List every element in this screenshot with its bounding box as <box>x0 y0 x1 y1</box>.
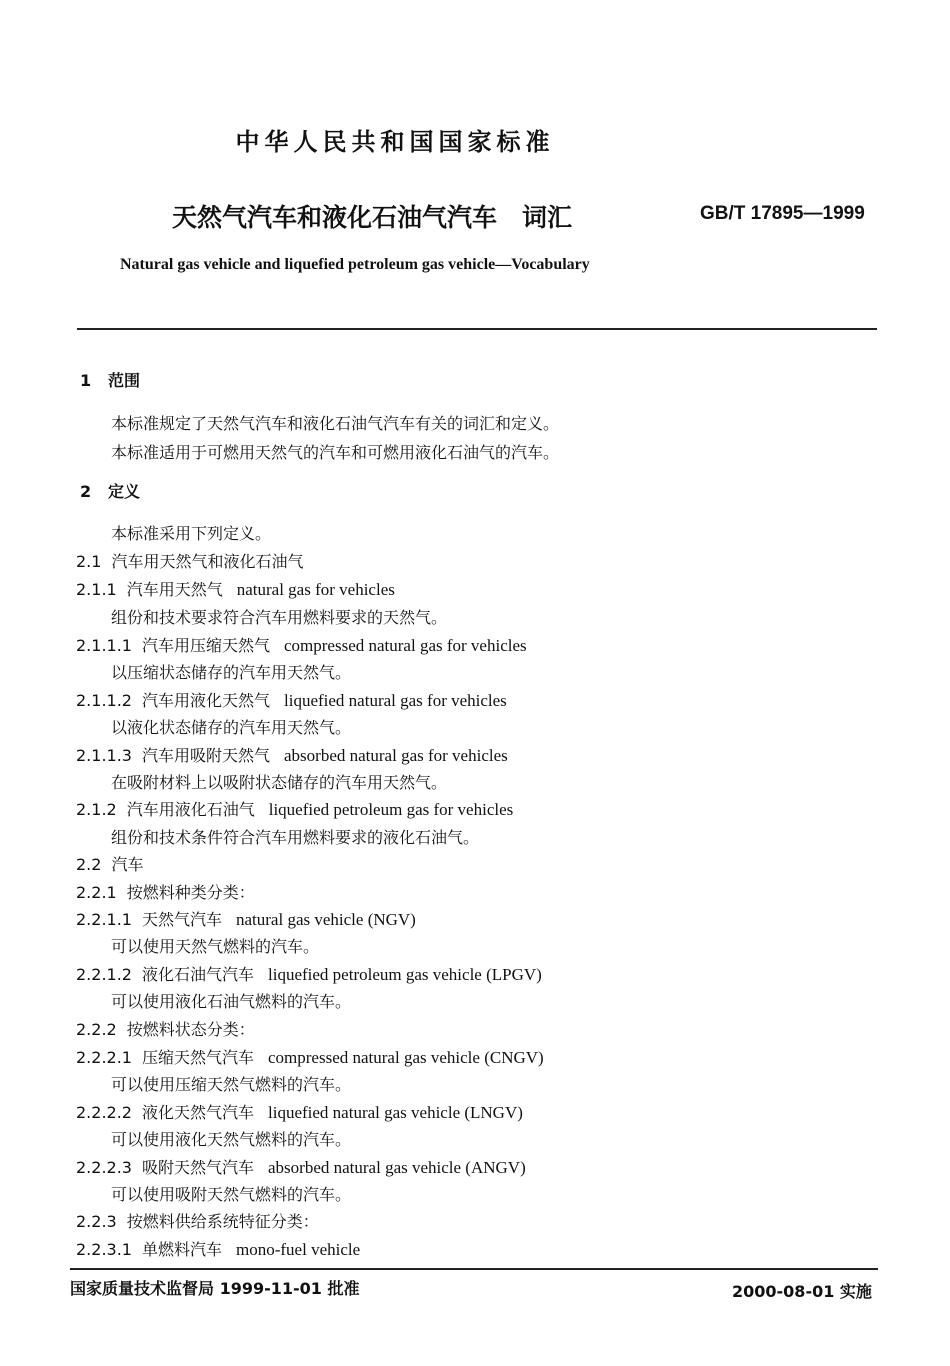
term-definition: 可以使用压缩天然气燃料的汽车。 <box>111 1075 352 1094</box>
term-definition: 在吸附材料上以吸附状态储存的汽车用天然气。 <box>111 773 448 792</box>
term-chinese: 按燃料种类分类： <box>126 883 255 902</box>
entry-number: 2.2.2.3 <box>76 1158 132 1177</box>
section-number: 2 <box>80 482 92 501</box>
entry-number: 2.1.1 <box>76 580 117 599</box>
term-english: absorbed natural gas vehicle (ANGV) <box>268 1158 526 1177</box>
term-entry <box>76 1100 523 1123</box>
entry-number: 2.2.2 <box>76 1020 117 1039</box>
entry-number: 2.2.3.1 <box>76 1240 132 1259</box>
term-entry <box>76 549 317 572</box>
term-entry <box>76 1017 269 1040</box>
term-chinese: 压缩天然气汽车 <box>141 1048 254 1067</box>
term-definition: 以液化状态储存的汽车用天然气。 <box>111 718 352 737</box>
term-entry <box>76 880 269 903</box>
term-chinese: 单燃料汽车 <box>141 1240 222 1259</box>
term-entry <box>76 577 395 600</box>
term-english: liquefied petroleum gas for vehicles <box>268 800 514 819</box>
term-entry <box>76 907 416 930</box>
term-entry <box>76 743 508 766</box>
entry-number: 2.1.2 <box>76 800 117 819</box>
term-entry <box>76 633 527 656</box>
term-english: compressed natural gas for vehicles <box>284 636 527 655</box>
term-english: liquefied natural gas vehicle (LNGV) <box>268 1103 523 1122</box>
term-definition: 可以使用吸附天然气燃料的汽车。 <box>111 1185 352 1204</box>
term-definition: 可以使用液化石油气燃料的汽车。 <box>111 992 352 1011</box>
paragraph: 本标准规定了天然气汽车和液化石油气汽车有关的词汇和定义。 <box>111 414 560 433</box>
term-chinese: 按燃料状态分类： <box>126 1020 255 1039</box>
entry-number: 2.2.1.2 <box>76 965 132 984</box>
section-heading-definitions <box>80 479 140 502</box>
entry-number: 2.2.2.2 <box>76 1103 132 1122</box>
term-english: mono-fuel vehicle <box>236 1240 361 1259</box>
term-chinese: 天然气汽车 <box>141 910 222 929</box>
entry-number: 2.1.1.3 <box>76 746 132 765</box>
term-chinese: 汽车用吸附天然气 <box>141 746 270 765</box>
entry-number: 2.2 <box>76 855 102 874</box>
term-entry <box>76 797 513 820</box>
document-title-chinese: 天然气汽车和液化石油气汽车 词汇 <box>172 203 573 232</box>
paragraph: 本标准采用下列定义。 <box>111 524 272 543</box>
implementation-date: 2000-08-01 实施 <box>732 1282 872 1301</box>
standard-code: GB/T 17895—1999 <box>700 203 865 224</box>
term-chinese: 汽车用液化石油气 <box>126 800 255 819</box>
term-chinese: 液化天然气汽车 <box>141 1103 254 1122</box>
term-definition: 组份和技术要求符合汽车用燃料要求的天然气。 <box>111 608 448 627</box>
term-chinese: 汽车用天然气 <box>126 580 223 599</box>
entry-number: 2.1.1.2 <box>76 691 132 710</box>
term-english: natural gas vehicle (NGV) <box>236 910 416 929</box>
term-definition: 组份和技术条件符合汽车用燃料要求的液化石油气。 <box>111 828 480 847</box>
term-entry <box>76 1209 333 1232</box>
footer-divider <box>70 1268 878 1270</box>
term-chinese: 吸附天然气汽车 <box>141 1158 254 1177</box>
term-chinese: 汽车用液化天然气 <box>141 691 270 710</box>
term-entry <box>76 852 157 875</box>
entry-number: 2.2.1 <box>76 883 117 902</box>
section-heading-scope <box>80 368 140 391</box>
term-english: compressed natural gas vehicle (CNGV) <box>268 1048 544 1067</box>
term-chinese: 液化石油气汽车 <box>141 965 254 984</box>
term-entry <box>76 688 507 711</box>
document-title-english: Natural gas vehicle and liquefied petroleum gas vehicle—Vocabulary <box>120 256 590 273</box>
term-chinese: 汽车用天然气和液化石油气 <box>111 552 304 571</box>
term-entry <box>76 1045 544 1068</box>
section-number: 1 <box>80 371 92 390</box>
term-english: liquefied natural gas for vehicles <box>284 691 507 710</box>
approval-date: 国家质量技术监督局 1999-11-01 批准 <box>70 1279 360 1298</box>
entry-number: 2.2.1.1 <box>76 910 132 929</box>
entry-number: 2.1.1.1 <box>76 636 132 655</box>
term-definition: 可以使用液化天然气燃料的汽车。 <box>111 1130 352 1149</box>
section-title: 定义 <box>108 482 141 501</box>
header-divider <box>77 328 877 330</box>
term-english: liquefied petroleum gas vehicle (LPGV) <box>268 965 542 984</box>
standard-name: 中华人民共和国国家标准 <box>235 128 555 156</box>
term-entry <box>76 1237 360 1260</box>
term-definition: 以压缩状态储存的汽车用天然气。 <box>111 663 352 682</box>
term-entry <box>76 1155 526 1178</box>
term-chinese: 按燃料供给系统特征分类： <box>126 1212 319 1231</box>
term-entry <box>76 962 542 985</box>
term-chinese: 汽车 <box>111 855 144 874</box>
term-english: absorbed natural gas for vehicles <box>284 746 508 765</box>
section-title: 范围 <box>108 371 141 390</box>
term-english: natural gas for vehicles <box>236 580 395 599</box>
entry-number: 2.2.2.1 <box>76 1048 132 1067</box>
term-chinese: 汽车用压缩天然气 <box>141 636 270 655</box>
entry-number: 2.2.3 <box>76 1212 117 1231</box>
entry-number: 2.1 <box>76 552 102 571</box>
paragraph: 本标准适用于可燃用天然气的汽车和可燃用液化石油气的汽车。 <box>111 443 560 462</box>
term-definition: 可以使用天然气燃料的汽车。 <box>111 937 320 956</box>
